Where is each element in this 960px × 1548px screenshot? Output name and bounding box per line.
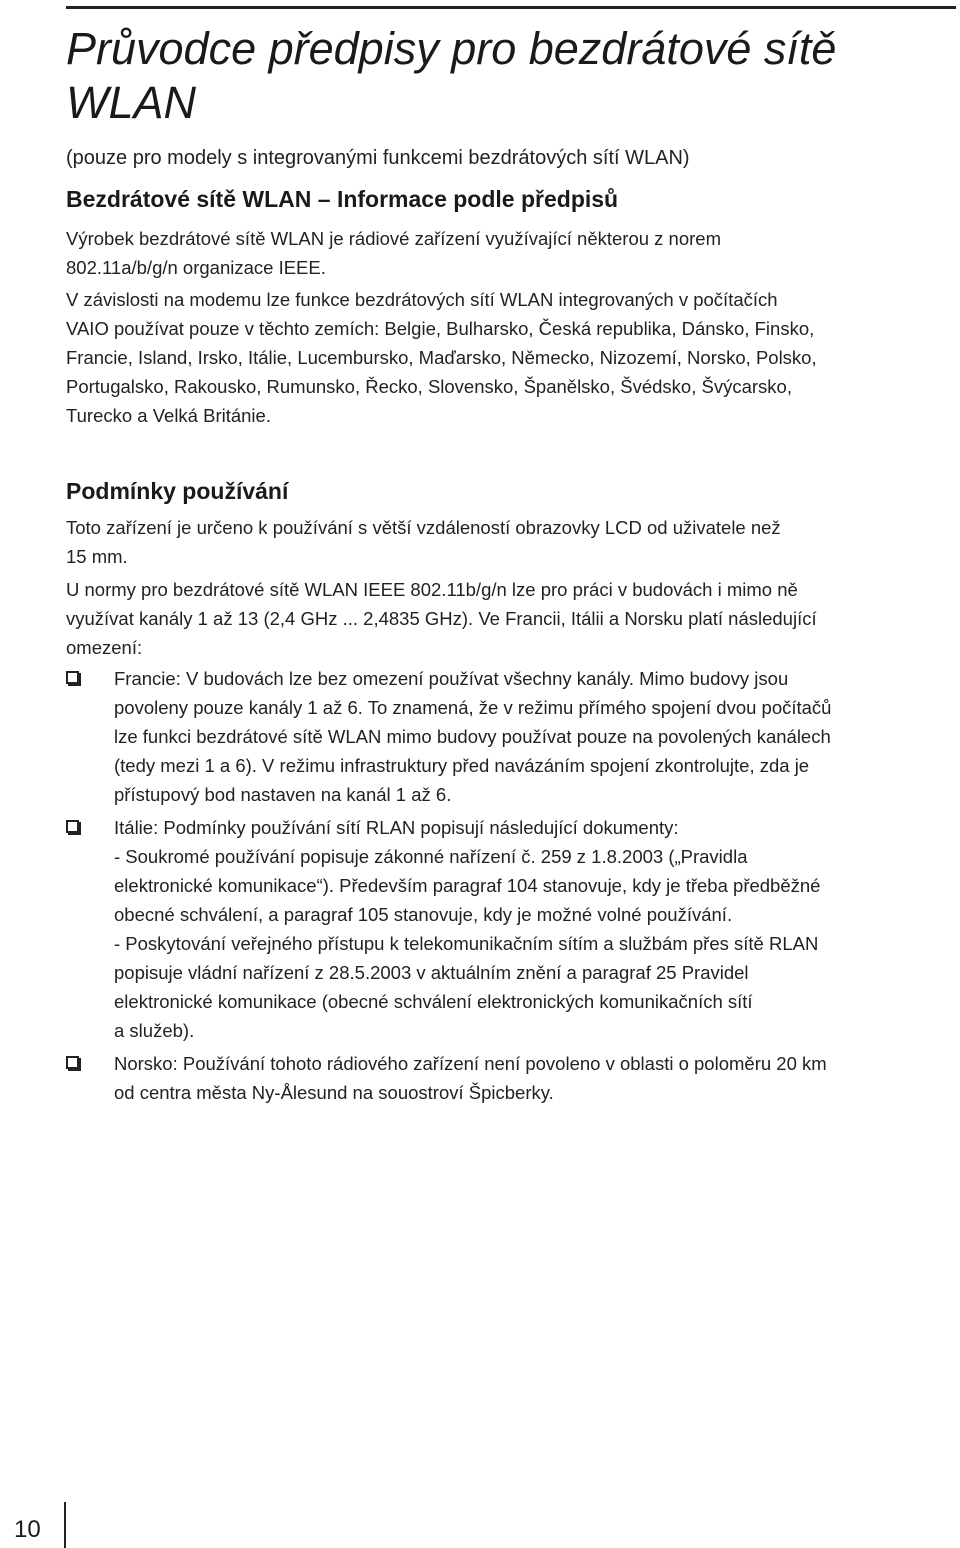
text-line: - Poskytování veřejného přístupu k telekomunikačním sítím a službám přes sítě RLAN xyxy=(114,933,819,954)
text-line: přístupový bod nastaven na kanál 1 až 6. xyxy=(114,784,452,805)
checkbox-bullet-icon xyxy=(66,820,79,833)
text-line: Portugalsko, Rakousko, Rumunsko, Řecko, Slovensko, Španělsko, Švédsko, Švýcarsko, xyxy=(66,376,792,397)
text-line: elektronické komunikace (obecné schválení elektronických komunikačních sítí xyxy=(114,991,753,1012)
page-title-line: WLAN xyxy=(66,77,197,128)
text-line: omezení: xyxy=(66,637,143,658)
text-line: elektronické komunikace“). Především paragraf 104 stanovuje, kdy je třeba předběžné xyxy=(114,875,821,896)
text-line: Francie, Island, Irsko, Itálie, Lucembursko, Maďarsko, Německo, Nizozemí, Norsko, Polsko, xyxy=(66,347,817,368)
text-line: Toto zařízení je určeno k používání s větší vzdáleností obrazovky LCD od uživatele než xyxy=(66,517,781,538)
text-line: V závislosti na modemu lze funkce bezdrátových sítí WLAN integrovaných v počítačích xyxy=(66,289,778,310)
text-line: Turecko a Velká Británie. xyxy=(66,405,271,426)
text-line: využívat kanály 1 až 13 (2,4 GHz ... 2,4835 GHz). Ve Francii, Itálii a Norsku platí následující xyxy=(66,608,817,629)
list-item-italy xyxy=(66,813,956,1045)
checkbox-bullet-icon xyxy=(66,1056,79,1069)
list-item-norway xyxy=(66,1049,956,1107)
text-line: lze funkci bezdrátové sítě WLAN mimo budovy používat pouze na povolených kanálech xyxy=(114,726,831,747)
text-line: popisuje vládní nařízení z 28.5.2003 v aktuálním znění a paragraf 25 Pravidel xyxy=(114,962,749,983)
text-line: Norsko: Používání tohoto rádiového zařízení není povoleno v oblasti o poloměru 20 km xyxy=(114,1053,827,1074)
page-subtitle: (pouze pro modely s integrovanými funkcemi bezdrátových sítí WLAN) xyxy=(66,147,690,169)
text-line: Výrobek bezdrátové sítě WLAN je rádiové zařízení využívající některou z norem xyxy=(66,228,721,249)
text-line: a služeb). xyxy=(114,1020,195,1041)
text-line: 15 mm. xyxy=(66,546,128,567)
text-line: povoleny pouze kanály 1 až 6. To znamená, že v režimu přímého spojení dvou počítačů xyxy=(114,697,832,718)
page-number-rule xyxy=(64,1502,66,1548)
top-rule xyxy=(66,6,956,9)
page-title-line: Průvodce předpisy pro bezdrátové sítě xyxy=(66,23,837,74)
text-line: U normy pro bezdrátové sítě WLAN IEEE 802.11b/g/n lze pro práci v budovách i mimo ně xyxy=(66,579,798,600)
paragraph-distance xyxy=(66,513,946,571)
paragraph-countries xyxy=(66,285,946,430)
text-line: - Soukromé používání popisuje zákonné nařízení č. 259 z 1.8.2003 („Pravidla xyxy=(114,846,748,867)
restrictions-list xyxy=(66,664,956,1111)
text-line: obecné schválení, a paragraf 105 stanovuje, kdy je možné volné používání. xyxy=(114,904,733,925)
checkbox-bullet-icon xyxy=(66,671,79,684)
section-heading-regulatory: Bezdrátové sítě WLAN – Informace podle předpisů xyxy=(66,186,619,212)
list-item-france xyxy=(66,664,956,809)
text-line: 802.11a/b/g/n organizace IEEE. xyxy=(66,257,326,278)
page-number: 10 xyxy=(14,1516,41,1543)
text-line: od centra města Ny-Ålesund na souostroví Špicberky. xyxy=(114,1082,554,1103)
text-line: Itálie: Podmínky používání sítí RLAN popisují následující dokumenty: xyxy=(114,817,679,838)
section-heading-conditions: Podmínky používání xyxy=(66,478,289,504)
paragraph-channels xyxy=(66,575,946,662)
text-line: Francie: V budovách lze bez omezení používat všechny kanály. Mimo budovy jsou xyxy=(114,668,789,689)
text-line: VAIO používat pouze v těchto zemích: Belgie, Bulharsko, Česká republika, Dánsko, Finsko, xyxy=(66,318,815,339)
text-line: (tedy mezi 1 a 6). V režimu infrastruktury před navázáním spojení zkontrolujte, zda je xyxy=(114,755,810,776)
page-title xyxy=(66,22,946,130)
paragraph-product-description xyxy=(66,224,946,282)
